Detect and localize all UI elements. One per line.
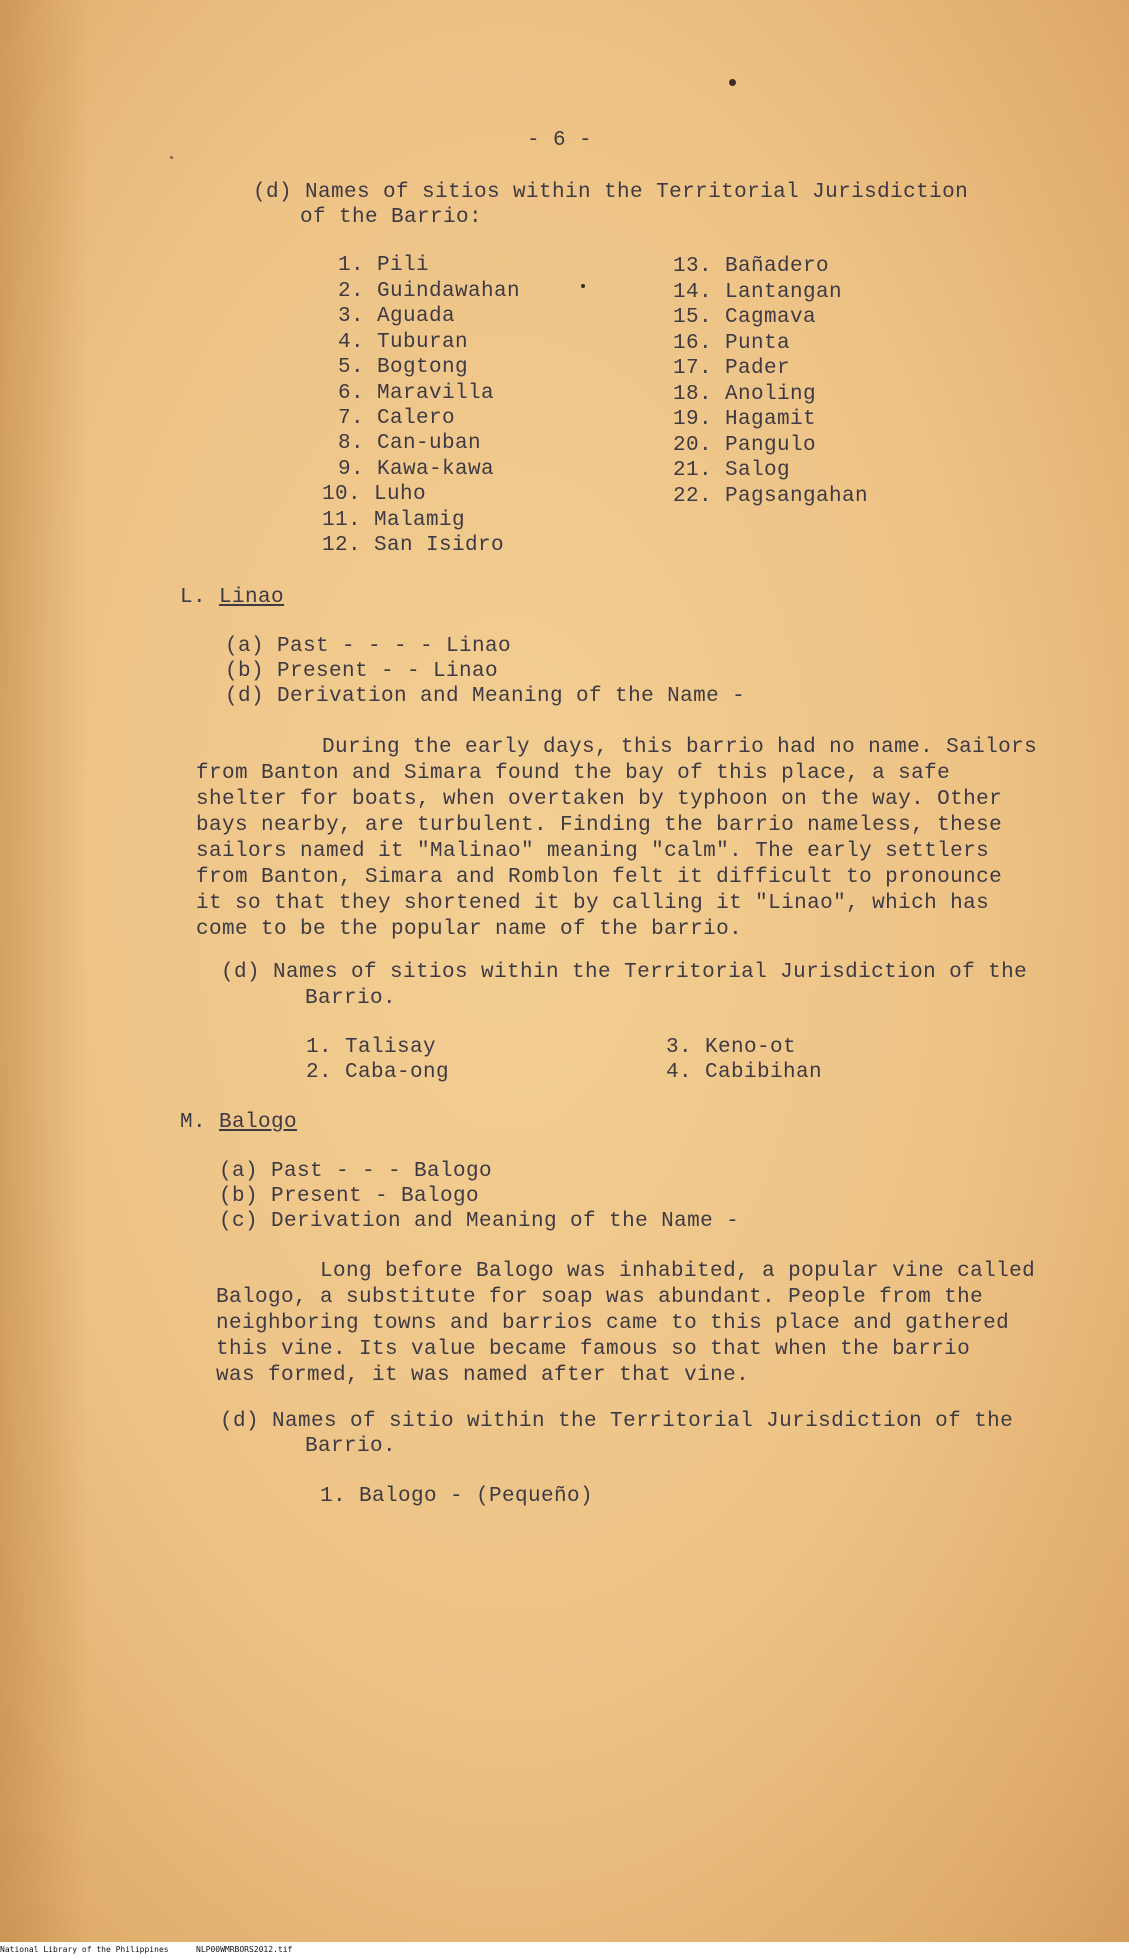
- paragraph-line: Balogo, a substitute for soap was abundant. People from the: [216, 1286, 984, 1309]
- section-letter: L.: [180, 586, 207, 609]
- name-past: (a) Past - - - - Linao: [225, 635, 512, 658]
- sitio-list-item: 15. Cagmava: [673, 306, 817, 329]
- sitio-list-item: 4. Tuburan: [338, 331, 469, 354]
- footer-file-id: NLP00WMRBORS2012.tif: [196, 1945, 293, 1954]
- sitio-list-item: 12. San Isidro: [322, 534, 505, 557]
- sitio-list-item: 14. Lantangan: [673, 281, 843, 304]
- sitio-list-item: 6. Maravilla: [338, 382, 495, 405]
- paragraph-line: During the early days, this barrio had no name. Sailors: [322, 736, 1038, 759]
- sitio-list-item: 2. Guindawahan: [338, 280, 521, 303]
- ink-speck: [729, 79, 736, 86]
- sitios-heading: (d) Names of sitios within the Territorial Jurisdiction: [253, 181, 969, 204]
- name-past: (a) Past - - - Balogo: [219, 1160, 493, 1183]
- name-present: (b) Present - Balogo: [219, 1185, 480, 1208]
- derivation-heading: (c) Derivation and Meaning of the Name -: [219, 1210, 740, 1233]
- derivation-paragraph: [216, 1259, 1035, 1389]
- paragraph-line: from Banton, Simara and Romblon felt it difficult to pronounce: [196, 866, 1003, 889]
- section-title: Balogo: [219, 1111, 298, 1134]
- paragraph-line: was formed, it was named after that vine.: [216, 1364, 750, 1387]
- section-letter: M.: [180, 1111, 207, 1134]
- sitio-list-item: 17. Pader: [673, 357, 791, 380]
- sitio-list-item: 13. Bañadero: [673, 255, 830, 278]
- section-title: Linao: [219, 586, 285, 609]
- sitios-heading: (d) Names of sitios within the Territorial Jurisdiction of the: [221, 961, 1028, 984]
- paragraph-line: shelter for boats, when overtaken by typhoon on the way. Other: [196, 788, 1003, 811]
- sitio-list-item: 19. Hagamit: [673, 408, 817, 431]
- sitio-list-item: 8. Can-uban: [338, 432, 482, 455]
- section-heading: [180, 585, 284, 611]
- sitio-list-item: 18. Anoling: [673, 383, 817, 406]
- sitio-list-item: 10. Luho: [322, 483, 427, 506]
- section-heading: [180, 1110, 297, 1136]
- sitio-list-item: 11. Malamig: [322, 509, 466, 532]
- paragraph-line: sailors named it "Malinao" meaning "calm". The early settlers: [196, 840, 990, 863]
- derivation-heading: (d) Derivation and Meaning of the Name -: [225, 685, 746, 708]
- sitios-heading-cont: of the Barrio:: [300, 206, 483, 229]
- ink-speck: [170, 156, 173, 159]
- sitio-list-item: 2. Caba-ong: [306, 1061, 450, 1084]
- paragraph-line: come to be the popular name of the barrio.: [196, 918, 743, 941]
- page-number: - 6 -: [527, 129, 593, 152]
- ink-speck: [581, 284, 585, 288]
- sitio-list-item: 3. Aguada: [338, 305, 456, 328]
- paragraph-line: it so that they shortened it by calling it "Linao", which has: [196, 892, 990, 915]
- name-present: (b) Present - - Linao: [225, 660, 499, 683]
- sitio-list-item: 1. Pili: [338, 254, 430, 277]
- scan-footer: [0, 1942, 1129, 1958]
- sitio-list-item: 5. Bogtong: [338, 356, 469, 379]
- sitio-list-item: 4. Cabibihan: [666, 1061, 823, 1084]
- paragraph-line: neighboring towns and barrios came to this place and gathered: [216, 1312, 1010, 1335]
- sitio-list-item: 21. Salog: [673, 459, 791, 482]
- paragraph-line: bays nearby, are turbulent. Finding the barrio nameless, these: [196, 814, 1003, 837]
- sitio-list-item: 9. Kawa-kawa: [338, 458, 495, 481]
- derivation-paragraph: [196, 735, 1037, 943]
- sitios-heading-cont: Barrio.: [305, 987, 397, 1010]
- sitio-list-item: 16. Punta: [673, 332, 791, 355]
- sitio-list-item: 22. Pagsangahan: [673, 485, 869, 508]
- footer-institution: National Library of the Philippines: [0, 1945, 169, 1954]
- sitio-list-item: 3. Keno-ot: [666, 1036, 797, 1059]
- paragraph-line: from Banton and Simara found the bay of this place, a safe: [196, 762, 951, 785]
- sitios-heading: (d) Names of sitio within the Territorial Jurisdiction of the: [220, 1410, 1014, 1433]
- sitio-list-item: 1. Talisay: [306, 1036, 437, 1059]
- sitios-heading-cont: Barrio.: [305, 1435, 397, 1458]
- sitio-list-item: 7. Calero: [338, 407, 456, 430]
- paragraph-line: this vine. Its value became famous so that when the barrio: [216, 1338, 971, 1361]
- sitio-list-item: 20. Pangulo: [673, 434, 817, 457]
- paragraph-line: Long before Balogo was inhabited, a popular vine called: [320, 1260, 1036, 1283]
- sitio-list-item: 1. Balogo - (Pequeño): [320, 1485, 594, 1508]
